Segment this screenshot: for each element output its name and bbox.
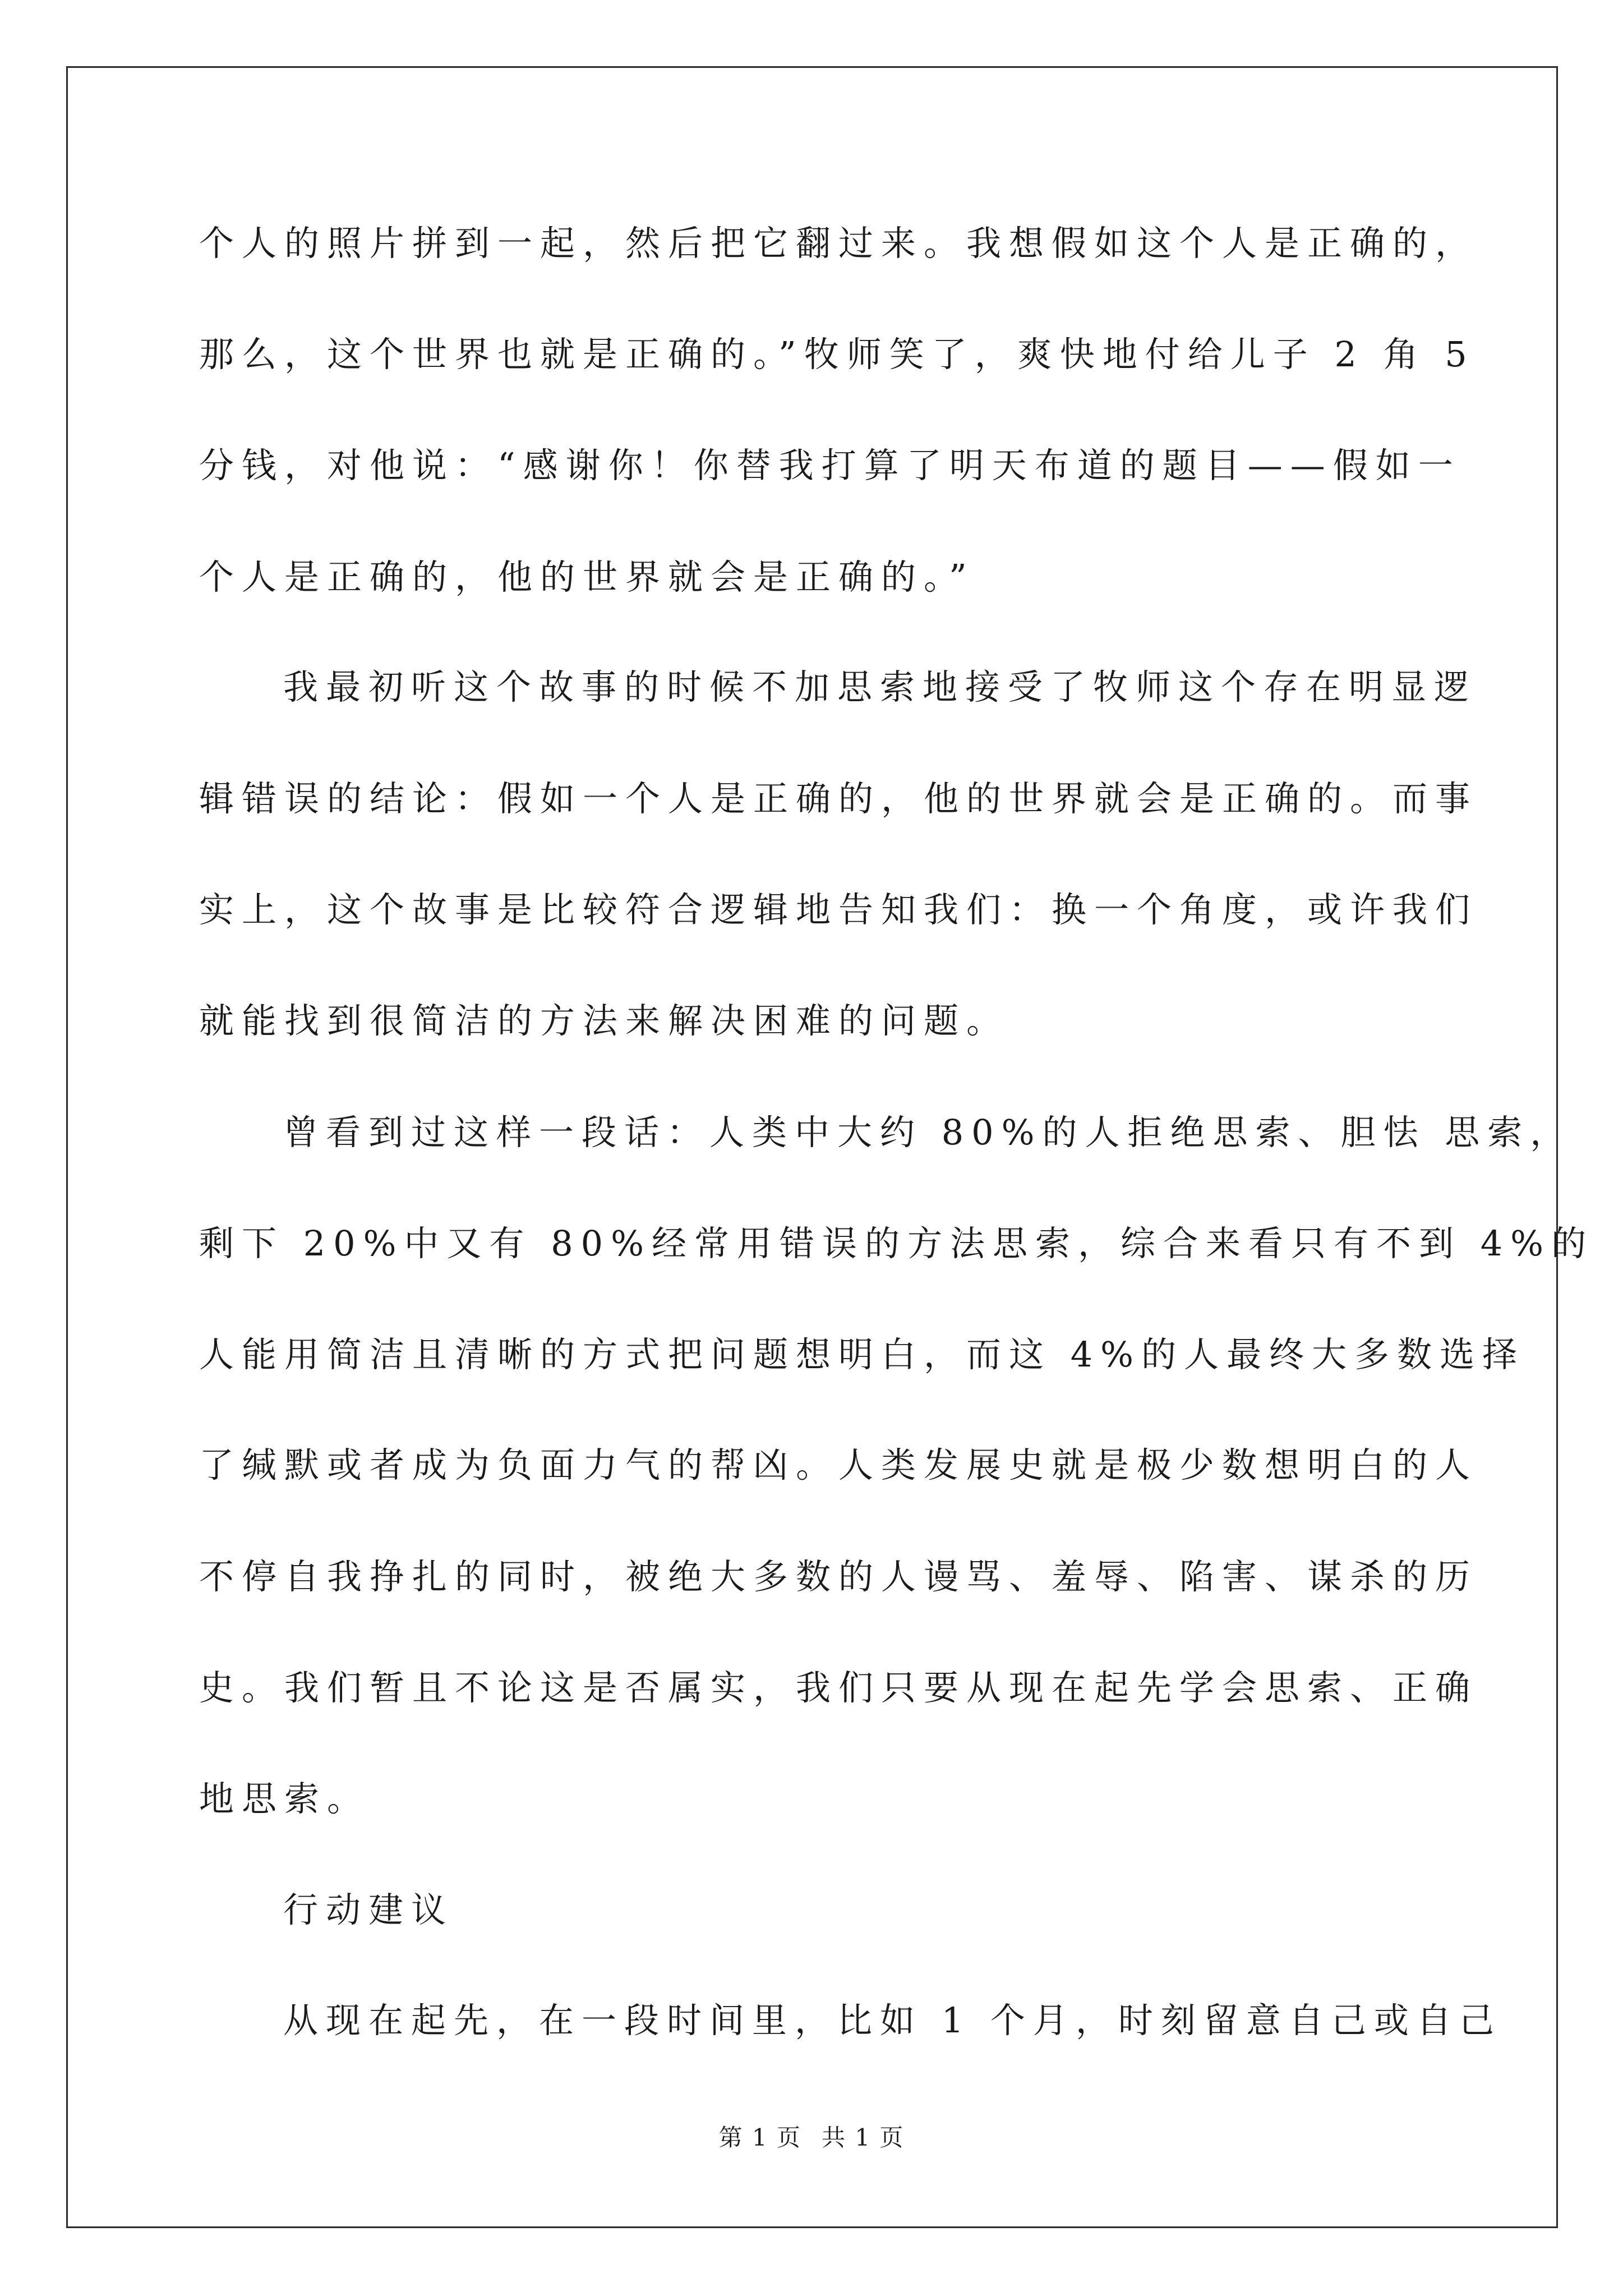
section-heading: 行动建议 (283, 1889, 454, 1930)
text-line: 曾看到过这样一段话：人类中大约 80%的人拒绝思索、胆怯 思索， (283, 1112, 1573, 1153)
text-line: 从现在起先，在一段时间里，比如 1 个月，时刻留意自己或自己 (283, 2000, 1502, 2041)
page-total: 共 1 页 (822, 2124, 905, 2151)
text-line: 不停自我挣扎的同时，被绝大多数的人谩骂、羞辱、陷害、谋杀的历 (199, 1556, 1478, 1597)
text-line: 那么，这个世界也就是正确的。”牧师笑了，爽快地付给儿子 2 角 5 (199, 334, 1475, 375)
text-line: 分钱，对他说：“感谢你！你替我打算了明天布道的题目——假如一 (199, 445, 1461, 486)
text-line: 个人是正确的，他的世界就会是正确的。” (199, 556, 975, 597)
text-line: 实上，这个故事是比较符合逻辑地告知我们：换一个角度，或许我们 (199, 889, 1478, 930)
text-line: 了缄默或者成为负面力气的帮凶。人类发展史就是极少数想明白的人 (199, 1444, 1478, 1485)
page-footer (0, 2119, 1623, 2153)
text-line: 我最初听这个故事的时候不加思索地接受了牧师这个存在明显逻 (283, 666, 1477, 707)
text-line: 地思索。 (199, 1778, 370, 1819)
text-line: 辑错误的结论：假如一个人是正确的，他的世界就会是正确的。而事 (199, 778, 1478, 819)
page-number: 第 1 页 (718, 2124, 801, 2151)
text-line: 人能用简洁且清晰的方式把问题想明白，而这 4%的人最终大多数选择 (199, 1334, 1525, 1375)
text-line: 剩下 20%中又有 80%经常用错误的方法思索，综合来看只有不到 4%的 (199, 1223, 1594, 1264)
text-line: 个人的照片拼到一起，然后把它翻过来。我想假如这个人是正确的， (199, 223, 1478, 264)
text-line: 就能找到很简洁的方法来解决困难的问题。 (199, 1000, 1009, 1041)
text-line: 史。我们暂且不论这是否属实，我们只要从现在起先学会思索、正确 (199, 1667, 1478, 1708)
